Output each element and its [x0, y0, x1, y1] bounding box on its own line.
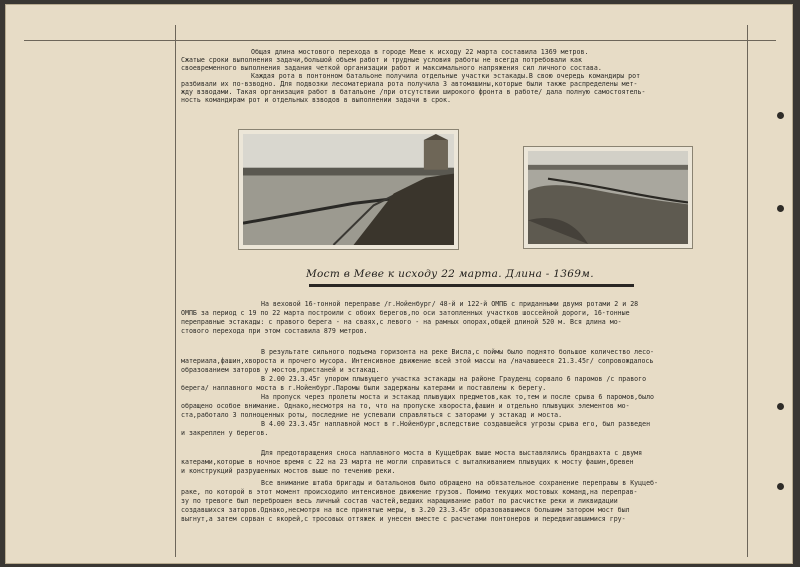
- text-line: Сжатые сроки выполнения задачи,большой объем работ и трудные условия работы не всегда потребовали как: [181, 56, 582, 64]
- punch-hole: [777, 403, 784, 410]
- text-line: Каждая рота в понтонном батальоне получила отдельные участки эстакады.В свою очередь командиры рот: [251, 72, 641, 80]
- punch-hole: [777, 205, 784, 212]
- text-line: образованием заторов у мостов,пристаней и эстакад.: [181, 366, 380, 374]
- text-line: На веховой 16-тонной переправе /г.Нойенбург/ 48-й и 122-й ОМПБ с приданными двумя ротами 2 и 28: [261, 300, 639, 308]
- right-margin-rule: [747, 25, 748, 557]
- text-line: своевременного выполнения задания четкой организации работ и максимального напряжения сил личного состава.: [181, 64, 602, 72]
- photo-bridge-bend: [523, 146, 693, 249]
- text-line: ОМПБ за период с 19 по 22 марта построили с обоих берегов,по оси затопленных участков шоссейной дороги, 16-тонные: [181, 309, 630, 317]
- header-rule: [24, 40, 776, 41]
- text-line: ность командирам рот и отдельных взводов в выполнении задачи в срок.: [181, 96, 451, 104]
- text-line: материала,фашин,хвороста и прочего мусора. Интенсивное движение всей этой массы на /начавшееся 21.3.45г/ сопровождалось: [181, 357, 654, 365]
- text-line: и закреплен у берегов.: [181, 429, 269, 437]
- text-line: переправные эстакады: с правого берега - на сваях,с левого - на рамных опорах,общей длиной 520 м. Вся длина мо-: [181, 318, 622, 326]
- text-line: берега/ наплавного моста в г.Нойенбург.Паромы были задержаны катерами и поставлены к берегу.: [181, 384, 547, 392]
- text-line: жду взводами. Такая организация работ в батальоне /при отсутствии широкого фронта в работе/ дала полную самостоятель-: [181, 88, 646, 96]
- document-sheet: [5, 4, 793, 564]
- caption-underline: [309, 284, 634, 287]
- text-line: В результате сильного подъема горизонта на реке Висла,с поймы было поднято большое количество лесо-: [261, 348, 655, 356]
- text-line: Для предотвращения сноса наплавного моста в Куццебрак выше моста выставлялись брандвахта с двумя: [261, 449, 643, 457]
- text-line: стового перехода при этом составила 879 метров.: [181, 327, 368, 335]
- left-margin-rule: [175, 25, 176, 557]
- text-line: ста,работало 3 полноценных роты, последние не успевали справляться с заторами у эстакад и моста.: [181, 411, 563, 419]
- text-line: На пропуск через пролеты моста и эстакад плывущих предметов,как то,тем и после срыва 6 паромов,было: [261, 393, 655, 401]
- photo-bridge-wide: [238, 129, 459, 250]
- text-line: В 4.00 23.3.45г наплавной мост в г.Нойенбург,вследствие создавшейся угрозы срыва его, был разведен: [261, 420, 651, 428]
- text-line: Общая длина мостового перехода в городе Меве к исходу 22 марта составила 1369 метров.: [251, 48, 589, 56]
- photo-caption: Мост в Меве к исходу 22 марта. Длина - 1369м.: [306, 268, 594, 280]
- text-line: Все внимание штаба бригады и батальонов было обращено на обязательное сохранение переправы в Куццеб-: [261, 479, 658, 487]
- punch-hole: [777, 483, 784, 490]
- text-line: выгнут,а затем сорван с якорей,с тросовых оттяжек и унесен вместе с расчетами понтонеров и передвигавшимися гру-: [181, 515, 626, 523]
- text-line: создавшихся заторов.Однако,несмотря на все принятые меры, в 3.20 23.3.45г образовавшимся большим затором мост был: [181, 506, 630, 514]
- punch-hole: [777, 112, 784, 119]
- text-line: катерами,которые в ночное время с 22 на 23 марта не могли справиться с выталкиванием плывущих к мосту фашин,бревен: [181, 458, 634, 466]
- text-line: разбивали их по-взводно. Для подвозки лесоматериала рота получила 3 автомашины,которые были также распределены мет-: [181, 80, 638, 88]
- text-line: В 2.00 23.3.45г упором плывущего участка эстакады на районе Грауденц сорвало 6 паромов /с правого: [261, 375, 647, 383]
- text-line: и конструкций разрушенных мостов выше по течению реки.: [181, 467, 396, 475]
- text-line: зу по тревоге был переброшен весь личный состав частей,ведших наращивание работ по расчистке реки и ликвидации: [181, 497, 618, 505]
- text-line: обращено особое внимание. Однако,несмотря на то, что на пропуске хвороста,фашин и отдельно плывущих элементов мо-: [181, 402, 630, 410]
- text-line: раке, по которой в этот момент происходило интенсивное движение грузов. Помимо текущих мостовых команд,на переправ-: [181, 488, 638, 496]
